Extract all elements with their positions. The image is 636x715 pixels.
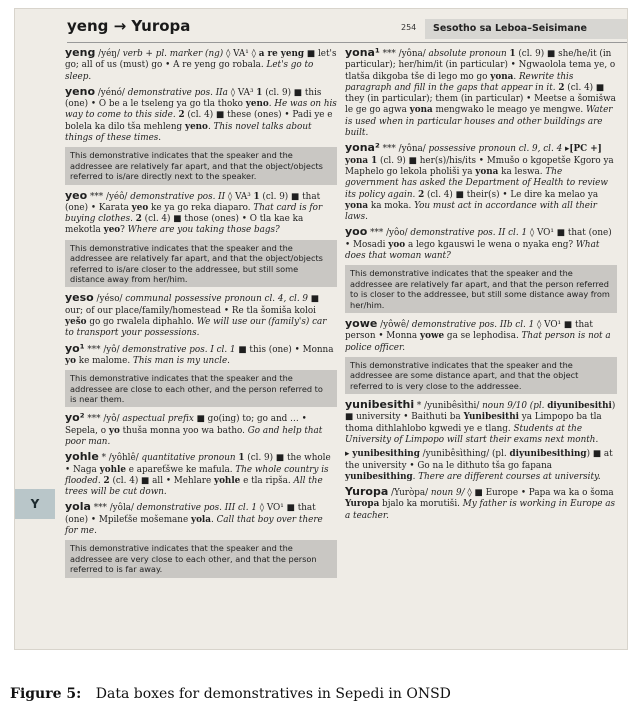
figure-caption-text: Data boxes for demonstratives in Sepedi in ONSD: [95, 686, 451, 702]
dictionary-entry: yoo *** /yôo/ demonstrative pos. II cl. 1 ◊ VO¹ ■ that (one) • Mosadi yoo a lego kgauswi le wena o nyaka eng? What does that woman want?: [345, 225, 612, 262]
demonstrative-data-box: This demonstrative indicates that the speaker and the addressee are close to each other, and the person referred to is near them.: [65, 370, 337, 407]
figure-label: Figure 5:: [10, 686, 82, 702]
right-column: [345, 47, 617, 525]
demonstrative-data-box: This demonstrative indicates that the speaker and the addressee are very close to each other, and that the person referred to is far away.: [65, 540, 337, 577]
headword-range: yeng → Yuropa: [67, 17, 191, 35]
dictionary-entry: yeso /yéso/ communal possessive pronoun cl. 4, cl. 9 ■ our; of our place/family/homestead • Re tla šomiša koloi yešo go go rwalela diphahlo. We will use our (family's) car to transport your possessions.: [65, 291, 327, 339]
header-rule: [67, 42, 627, 43]
demonstrative-data-box: This demonstrative indicates that the speaker and the addressee are relatively far apart, and that the object/objects referred to is/are closer to the addressee, but still some distance away from her/him.: [65, 240, 337, 288]
left-column: [65, 47, 337, 583]
dictionary-entry: yona² *** /yôna/ possessive pronoun cl. 9, cl. 4 ▸[PC +] yona 1 (cl. 9) ■ her(s)/his/its • Mmušo o kgopetše Kgoro ya Maphelo go lekola pholiši ya yona ka leswa. The government has asked the Department of Health to review its policy again. 2 (cl. 4) ■ their(s) • Le dire ka melao ya yona ka moka. You must act in accordance with all their laws.: [345, 141, 614, 223]
demonstrative-data-box: This demonstrative indicates that the speaker and the addressee are relatively far apart, and that the object/objects referred to is/are directly next to the speaker.: [65, 147, 337, 184]
dictionary-page-scan: [14, 8, 628, 650]
demonstrative-data-box: This demonstrative indicates that the speaker and the addressee are some distance apart, and that the object referred to is very close to the addressee.: [345, 357, 617, 394]
page-header: [15, 9, 627, 45]
dictionary-entry: yo¹ *** /yô/ demonstrative pos. I cl. 1 ■ this (one) • Monna yo ke malome. This man is my uncle.: [65, 341, 334, 366]
dictionary-entry: yowe /yôwê/ demonstrative pos. IIb cl. 1 ◊ VO¹ ■ that person • Monna yowe ga se lephodisa. That person is not a police officer.: [345, 316, 611, 353]
page-number: 254: [401, 23, 417, 32]
dictionary-entry: yo² *** /yô/ aspectual prefix ■ go(ing) to; go and … • Sepela, o yo thuša monna yoo wa batho. Go and help that poor man.: [65, 411, 323, 447]
letter-tab: Y: [15, 489, 55, 519]
dictionary-entry: yohle * /yôhlê/ quantitative pronoun 1 (cl. 9) ■ the whole • Naga yohle e apareťšwe ke mafula. The whole country is flooded. 2 (cl. 4) ■ all • Mehlare yohle e tla ripša. All the trees will be cut down.: [65, 450, 331, 498]
dictionary-entry: yeo *** /yéô/ demonstrative pos. II ◊ VA³ 1 (cl. 9) ■ that (one) • Karata yeo ke ya go reka diaparo. That card is for buying clothes. 2 (cl. 4) ■ those (ones) • O tla kae ka mekotla yeo? Where are you taking those bags?: [65, 188, 323, 236]
dictionary-entry: Yuropa /Yuròpa/ noun 9/ ◊ ■ Europe • Papa wa ka o šoma Yuropa bjalo ka morutiši. My father is working in Europe as a teacher.: [345, 485, 616, 521]
section-title: Sesotho sa Leboa–Seisimane: [425, 19, 627, 39]
dictionary-entry: yunibesithi * /yunibêsìthi/ noun 9/10 (pl. diyunibesithi) ■ university • Baithuti ba Yunibesithi ya Limpopo ba tla thoma dithlahlobo kgwedi ye e tlang. Students at the University of Limpopo will start their exams next month.: [345, 398, 616, 445]
dictionary-entry: yola *** /yôla/ demonstrative pos. III cl. 1 ◊ VO¹ ■ that (one) • Mpileťše mošemane yola. Call that boy over there for me.: [65, 500, 323, 537]
dictionary-entry: yeng /yéŋ/ verb + pl. marker (ng) ◊ VA¹ ◊ a re yeng ■ let's go; all of us (must) go • A re yeng go robala. Let's go to sleep.: [65, 46, 337, 82]
dictionary-entry: ▸ yunibesithing /yunibêsìthing/ (pl. diyunibesithing) ■ at the university • Go na le dithuto tša go fapana yunibesithing. There are different courses at university.: [345, 449, 613, 482]
dictionary-entry: yeno /yénó/ demonstrative pos. IIa ◊ VA³ 1 (cl. 9) ■ this (one) • O be a le tseleng ya go tla thoko yeno. He was on his way to come to this side. 2 (cl. 4) ■ these (ones) • Padi ye e bolela ka dilo tša mehleng yeno. This novel talks about things of these times.: [65, 84, 337, 144]
demonstrative-data-box: This demonstrative indicates that the speaker and the addressee are relatively far apart, and that the person referred to is closer to the addressee, but still some distance away from her/him.: [345, 265, 617, 313]
dictionary-entry: yona¹ *** /yôna/ absolute pronoun 1 (cl. 9) ■ she/he/it (in particular); her/him/it (in particular) • Ngwaolola tema ye, o tlatša dikgoba tše di lego mo go yona. Rewrite this paragraph and fill in the gaps that appear in it. 2 (cl. 4) ■ they (in particular); them (in particular) • Meetse a šomišwa le ge go agwa yona mengwako le meago ye mengwe. Water is used when in particular houses and other buildings are built.: [345, 46, 616, 139]
figure-caption: [10, 686, 451, 702]
